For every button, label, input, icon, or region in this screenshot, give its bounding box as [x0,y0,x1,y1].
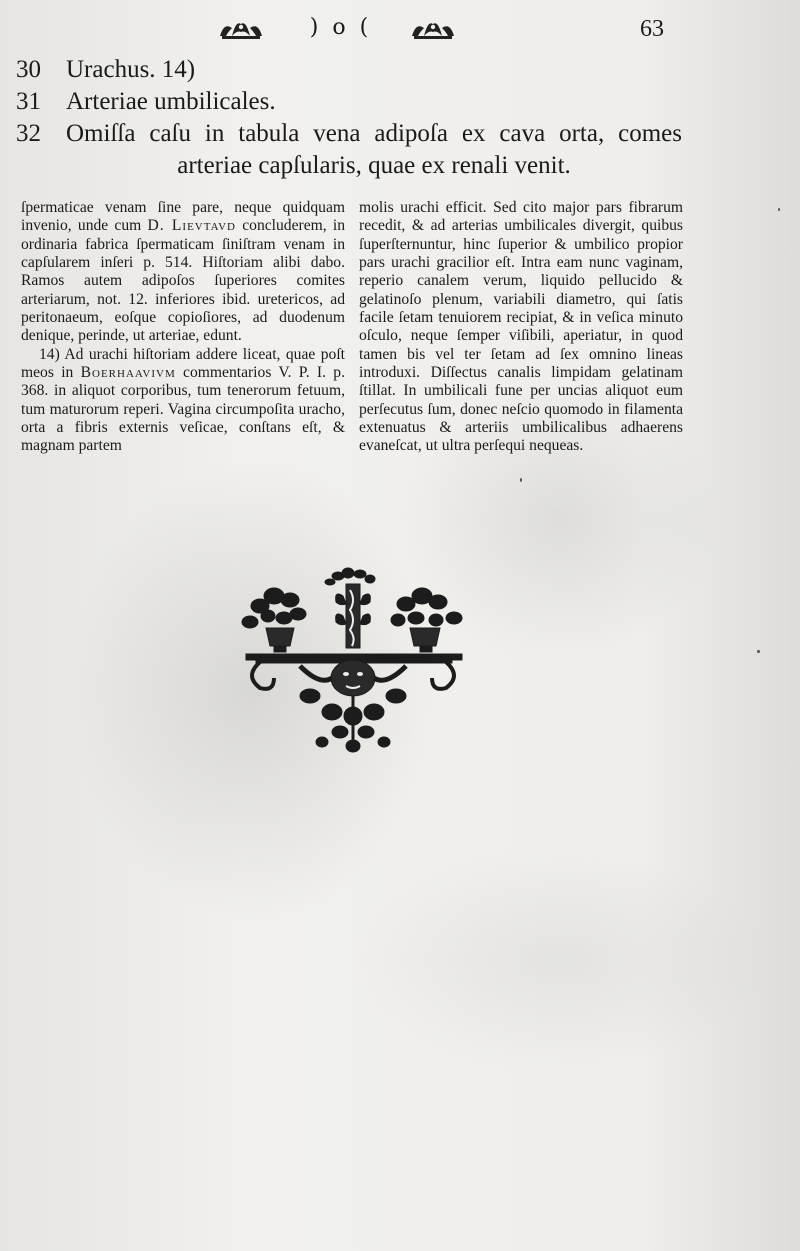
legend-item [16,118,686,182]
fleuron-icon [218,18,264,40]
dust-speck [520,478,522,482]
paragraph: molis urachi efficit. Sed cito major pars fibrarum recedit, & ad arterias umbilicales divergit, quibus ſuperſternuntur, hinc ſuperior & umbilico propior pars urachi gracilior eſt. Intra eam nunc vaginam, reperio canalem verum, liquido pellucido & gelatinoſo plenum, variabili diametro, qui ſatis facile ſetam tenuiorem recipiat, & in veſica minuto oſculo, neque ſemper viſibili, aperiatur, in quod tamen bis vel ter ſetam ad ſex omnino lineas introduxi. Diſſectus canalis limpidam gelatinam ſtillat. In umbilicali fune per uncias aliquot eum perſecutus ſum, donec neſcio quomodo in filamenta extenuatus & arteriis umbilicalibus adhaerens evaneſcat, ut ultra perſequi nequeas. [359,199,683,455]
paragraph [21,199,345,346]
text-run: concluderem, in ordinaria fabrica ſpermaticam ſiniſtram venam in capſularem inſeri p. 514. Hiſtoriam alibi dabo. Ramos autem adipoſos ſuperiores comites arteriarum, not. 12. inferiores ibid. uretericos, ad peritonaeum, eoſque copioſiores, ad duodenum denique, perinde, ut arteriae, edunt. [21,217,345,345]
legend-item [16,54,686,86]
floral-tailpiece-icon [240,566,466,758]
fleuron-icon [410,18,456,40]
text-run: ſpermaticae venam ſine pare, neque quidquam invenio, unde cum [21,199,345,235]
legend-text: Urachus. 14) [66,56,196,83]
legend-item [16,86,686,118]
figure-legend [16,54,686,182]
legend-number: 30 [16,56,41,83]
legend-number: 32 [16,120,41,147]
right-column [359,199,683,456]
page-mark: )o( [309,15,383,40]
legend-text: Arteriae umbilicales. [66,88,276,115]
legend-text: Omiſſa caſu in tabula vena adipoſa ex cava orta, comes arteriae capſularis, quae ex renali venit. [66,120,682,179]
text-run: 14) Ad urachi hiſtoriam addere liceat, quae poſt meos in [21,345,345,382]
text-run: commentarios V. P. I. p. 368. in aliquot corporibus, tum tenerorum fetuum, tum maturorum reperi. Vagina circumpoſita uracho, orta a fibris externis veſicae, conſtans eſt, & magnam partem [21,364,346,455]
footnote-paragraph [21,346,345,456]
dust-speck [757,650,760,653]
author-name: D. Lievtavd [147,217,236,235]
dust-speck [778,208,780,211]
left-column [21,199,345,456]
running-head [0,14,800,48]
page-number: 63 [640,16,664,42]
legend-number: 31 [16,88,41,115]
author-name: Boerhaavivm [80,364,176,382]
